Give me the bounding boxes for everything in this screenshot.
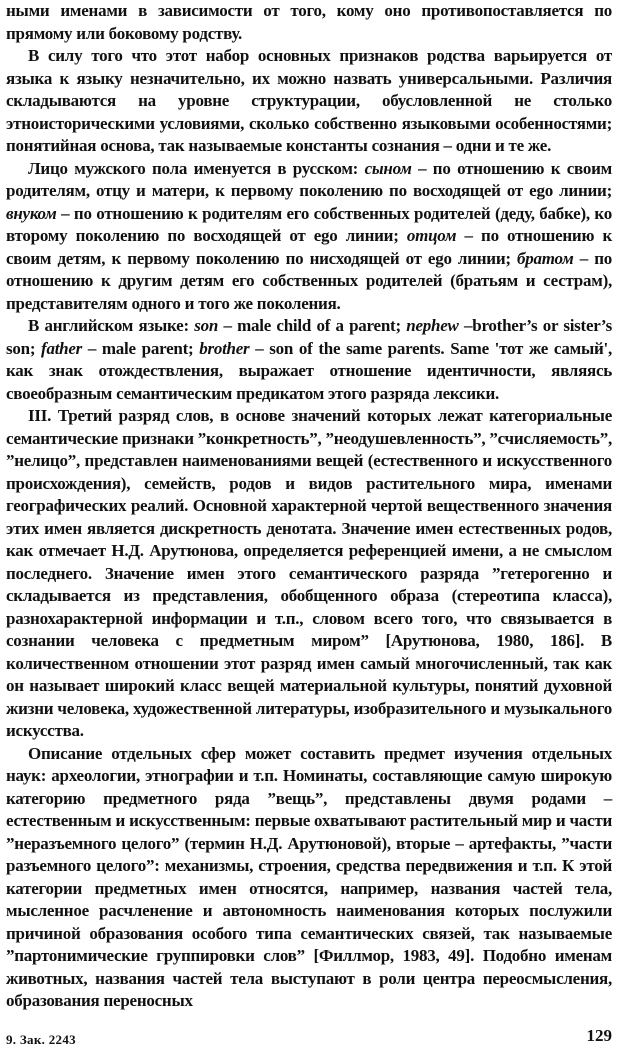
italic-term: brother [199, 338, 250, 358]
text-run: III. Третий разряд слов, в основе значений которых лежат категориальные семантические признаки ”конкретность”, ”неодушевленность”, ”счисляемость”, ”нелицо”, представлен наименованиями вещей (естественного и искусственного происхождения), семейств, родов и видов растительного мира, именами географических реалий. Основной характерной чертой вещественного значения этих имен является дискретность денотата. Значение имен естественных родов, как отмечает Н.Д. Арутюнова, определяется референцией имени, а не смыслом последнего. Значение имен этого семантического разряда ”гетерогенно и складывается из представления, обобщенного образа (стереотипа класса), разнохарактерной информации и т.п., словом всего того, что связывается в сознании человека с предметным миром” [Арутюнова, 1980, 186]. В количественном отношении этот разряд имен самый многочисленный, так как он называет широкий класс вещей материальной культуры, понятий духовной жизни человека, художественной литературы, изобразительного и музыкального искусства. [6, 406, 612, 740]
text-run: – male child of a parent; [218, 316, 407, 335]
text-run: В английском языке: [28, 316, 195, 335]
paragraph [6, 743, 612, 1013]
text-run: Описание отдельных сфер может составить предмет изучения отдельных наук: археологии, этнографии и т.п. Номинаты, составляющие самую широкую категорию предметного ряда ”вещь”, представлены двумя родами – естественным и искусственным: первые охватывают растительный мир и части ”неразъемного целого” (термин Н.Д. Арутюновой), вторые – артефакты, ”части разъемного целого”: механизмы, строения, средства передвижения и т.п. К этой категории предметных имен относятся, например, названия частей тела, мысленное расчленение и автономность наименования которых послужили причиной образования особого типа семантических связей, так называемые ”партонимические группировки слов” [Филлмор, 1983, 49]. Подобно именам животных, названия частей тела выступают в роли центра переосмысления, образования переносных [6, 743, 612, 1010]
paragraph [6, 405, 612, 743]
text-run: – по отношению к родителям его собственных родителей (деду, бабке), ко второму поколению по восходящей от ego линии; [6, 203, 612, 245]
text-run: – по отношению к своим детям, к первому поколению по нисходящей от ego линии; [6, 226, 612, 268]
text-run: – male parent; [82, 338, 200, 358]
page-number: 129 [586, 1026, 612, 1045]
text-run: Лицо мужского пола именуется в русском: [28, 158, 365, 178]
text-run: ными именами в зависимости от того, кому оно противопоставляется по прямому или боковому родству. [6, 1, 612, 43]
text-run: – son of the same parents. Same 'тот же самый', как знак отождествления, выражает отношение идентичности, являясь своеобразным семантическим предикатом этого разряда лексики. [6, 338, 613, 403]
page-footer [6, 1026, 612, 1048]
text-run: – по отношению к другим детям его собственных родителей (братьям и сестрам), представителям одного и того же поколения. [6, 248, 612, 313]
italic-term: nephew [406, 316, 459, 335]
body-text [6, 0, 612, 1013]
printing-signature: 9. Зак. 2243 [6, 1032, 76, 1047]
italic-term: son [194, 316, 219, 335]
italic-term: father [41, 338, 83, 358]
italic-term: сыном [364, 158, 412, 178]
italic-term: братом [517, 248, 574, 268]
italic-term: внуком [6, 203, 57, 223]
text-run: – по отношению к своим родителям, отцу и матери, к первому поколению по восходящей от ego линии; [6, 158, 612, 200]
paragraph [6, 315, 612, 405]
paragraph [6, 158, 612, 316]
text-run: В силу того что этот набор основных признаков родства варьируется от языка к языку незначительно, их можно назвать универсальными. Различия складываются на уровне структурации, обусловленной не столько этноисторическими условиями, сколько собственно языковыми особенностями; понятийная основа, так называемые константы сознания – одни и те же. [6, 46, 612, 155]
paragraph [6, 45, 612, 158]
italic-term: отцом [406, 226, 457, 245]
text-run: –brother’s or sister’s son; [6, 316, 612, 358]
paragraph [6, 0, 612, 45]
